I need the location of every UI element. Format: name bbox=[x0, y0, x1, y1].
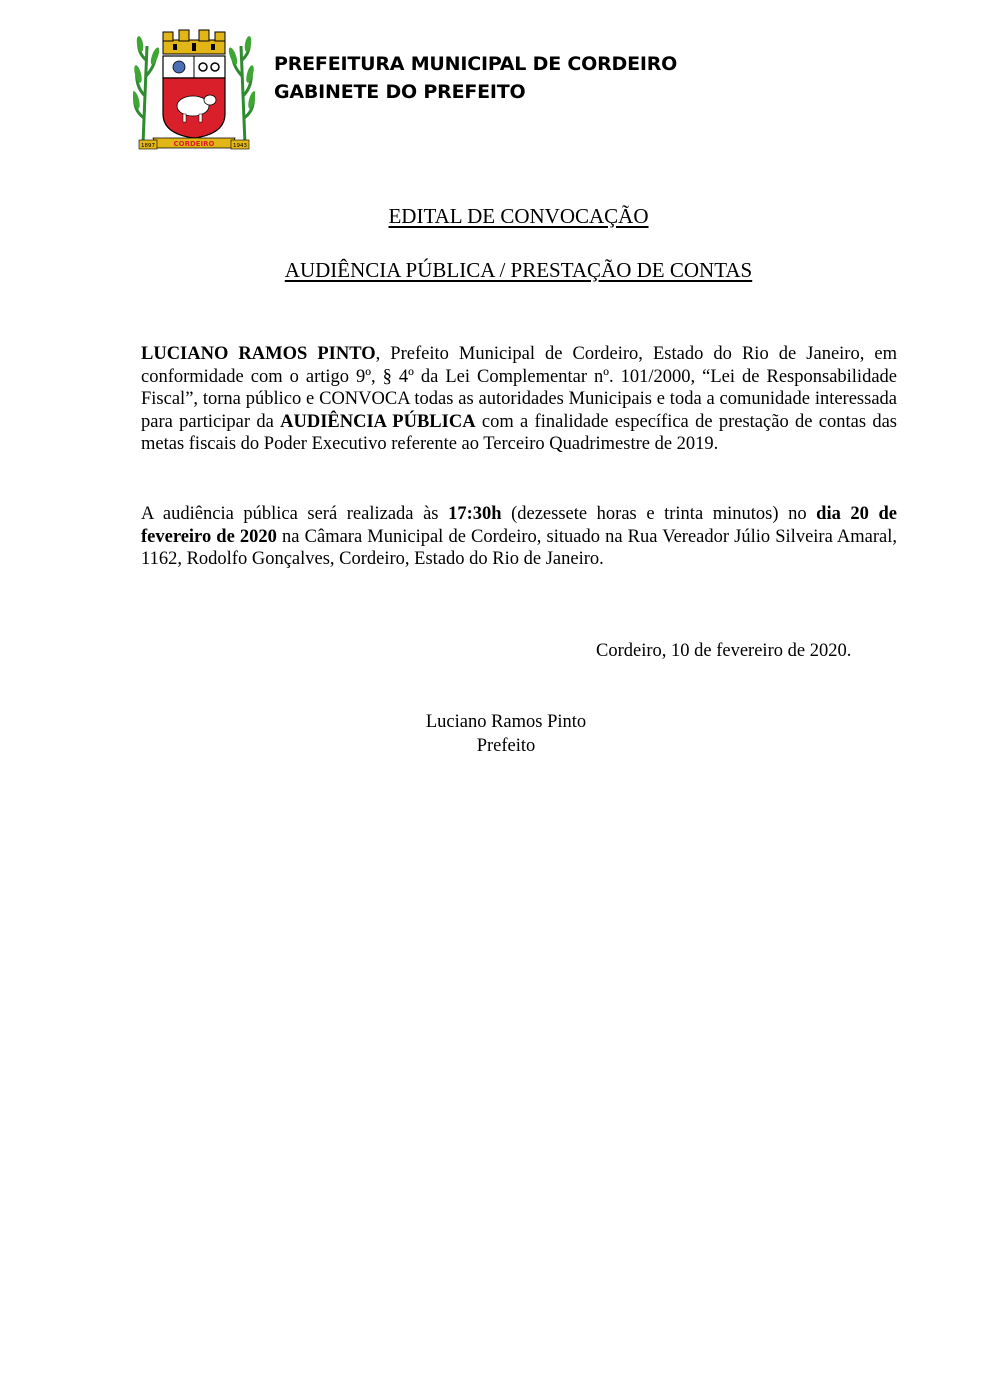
place-date: Cordeiro, 10 de fevereiro de 2020. bbox=[596, 641, 852, 661]
title-audiencia: AUDIÊNCIA PÚBLICA / PRESTAÇÃO DE CONTAS bbox=[284, 258, 753, 282]
signature-name: Luciano Ramos Pinto bbox=[425, 712, 587, 732]
crest-banner-text: CORDEIRO bbox=[173, 140, 215, 148]
mayor-name-bold: LUCIANO RAMOS PINTO bbox=[141, 344, 376, 364]
paragraph-text: A audiência pública será realizada às bbox=[141, 504, 449, 524]
paragraph-text: (dezessete horas e trinta minutos) no bbox=[501, 504, 817, 524]
letterhead-municipality: PREFEITURA MUNICIPAL DE CORDEIRO bbox=[274, 53, 678, 75]
paragraph-convocation bbox=[141, 343, 897, 456]
signature-block bbox=[400, 710, 612, 758]
municipal-coat-of-arms-icon bbox=[133, 26, 255, 150]
title-edital: EDITAL DE CONVOCAÇÃO bbox=[388, 204, 649, 228]
crest-year-left: 1897 bbox=[141, 143, 155, 149]
audiencia-bold: AUDIÊNCIA PÚBLICA bbox=[280, 411, 476, 432]
paragraph-text: na Câmara Municipal de Cordeiro, situado na Rua Vereador Júlio Silveira Amaral, 1162, Rodolfo Gonçalves, Cordeiro, Estado do Rio de Janeiro. bbox=[141, 526, 897, 569]
date-bold: dia 20 de fevereiro de 2020 bbox=[141, 504, 898, 547]
signature-role: Prefeito bbox=[476, 736, 536, 756]
crest-year-right: 1943 bbox=[233, 143, 247, 149]
paragraph-text: com a finalidade específica de prestação de contas das metas fiscais do Poder Executivo referente ao Terceiro Quadrimestre de 2019. bbox=[141, 411, 898, 454]
letterhead-office: GABINETE DO PREFEITO bbox=[274, 81, 526, 103]
letterhead bbox=[274, 50, 677, 106]
time-bold: 17:30h bbox=[448, 504, 502, 524]
paragraph-text: , Prefeito Municipal de Cordeiro, Estado do Rio de Janeiro, em conformidade com o artigo 9º, § 4º da Lei Complementar nº. 101/2000, “Lei de Responsabilidade Fiscal”, torna público e CONVOCA todas as autoridades Municipais e toda a comunidade interessada para participar da bbox=[141, 344, 897, 432]
paragraph-schedule bbox=[141, 503, 897, 571]
